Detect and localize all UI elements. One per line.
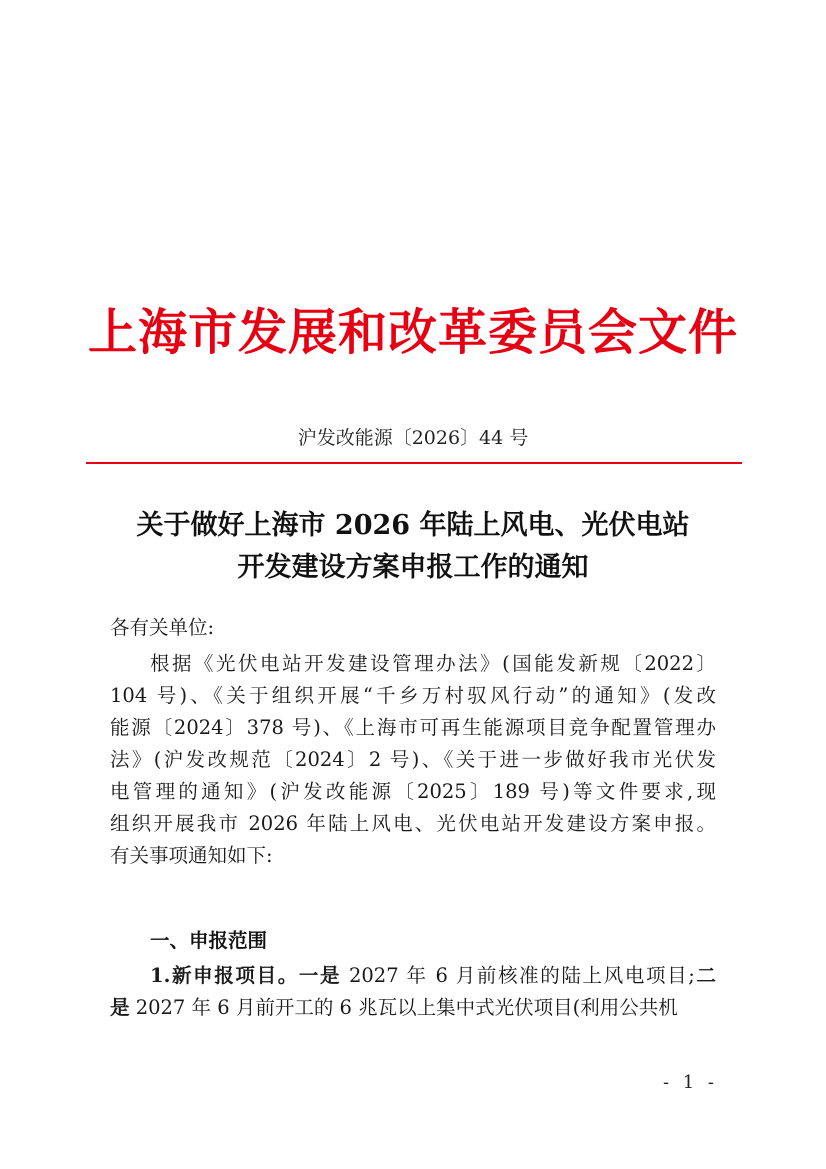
item-text: 2027 年 6 月前核准的陆上风电项目;: [341, 964, 695, 987]
item-text: 2027 年 6 月前开工的 6 兆瓦以上集中式光伏项目(利用公共机: [129, 996, 678, 1019]
red-separator-line: [86, 462, 742, 464]
paragraph-line: 根据《光伏电站开发建设管理办法》(国能发新规〔2022〕: [150, 652, 716, 675]
bold-item-marker: 二: [694, 964, 716, 987]
document-title-line-2: 开发建设方案申报工作的通知: [237, 552, 589, 583]
bold-item-marker: 一是: [298, 964, 342, 987]
paragraph-1: [110, 648, 716, 872]
document-title-line-1: 关于做好上海市 2026 年陆上风电、光伏电站: [136, 510, 690, 541]
paragraph-line: 电管理的通知》(沪发改能源〔2025〕189 号)等文件要求,现: [110, 780, 716, 803]
document-number: 沪发改能源〔2026〕44 号: [297, 427, 529, 449]
document-title: [60, 505, 766, 589]
paragraph-line: 104 号)、《关于组织开展“千乡万村驭风行动”的通知》(发改: [110, 684, 716, 707]
bold-item-marker: 是: [110, 996, 130, 1019]
section-heading-1: 一、申报范围: [150, 929, 268, 952]
page-number: - 1 -: [662, 1072, 718, 1093]
paragraph-line: 组织开展我市 2026 年陆上风电、光伏电站开发建设方案申报。: [110, 812, 716, 835]
paragraph-line: [110, 992, 716, 1024]
issuing-authority-header: 上海市发展和改革委员会文件: [87, 303, 738, 361]
paragraph-line: 法》(沪发改规范〔2024〕2 号)、《关于进一步做好我市光伏发: [110, 748, 716, 771]
paragraph-2: [110, 960, 716, 1024]
paragraph-line: 能源〔2024〕378 号)、《上海市可再生能源项目竞争配置管理办: [110, 716, 716, 739]
paragraph-line: [110, 960, 716, 992]
paragraph-line: 有关事项通知如下:: [110, 844, 273, 867]
bold-lead: 1.新申报项目。: [150, 964, 299, 987]
salutation: 各有关单位:: [110, 616, 215, 639]
